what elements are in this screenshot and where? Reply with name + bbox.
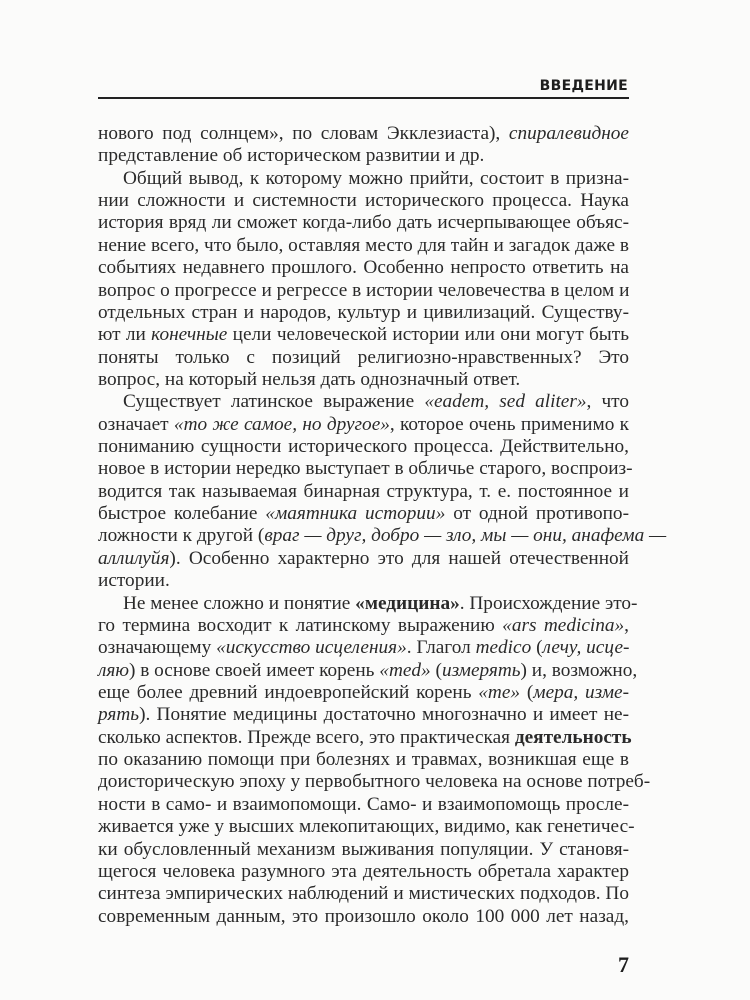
text-run: сколько аспектов. Прежде всего, это практическая [98, 726, 515, 748]
text-line [98, 123, 629, 145]
italic-text: «ars medicina» [502, 614, 625, 636]
text-line [98, 168, 629, 190]
text-run: ). Понятие медицины достаточно многозначно и имеет не- [139, 704, 629, 726]
text-run: по оказанию помощи при болезнях и травмах, возникшая еще в [98, 749, 629, 771]
text-run: ( [531, 637, 543, 659]
text-line [98, 637, 629, 659]
text-run: отдельных стран и народов, культур и цивилизаций. Существу- [98, 301, 629, 323]
text-run: история вряд ли сможет когда-либо дать исчерпывающее объяс- [98, 212, 629, 234]
text-run: нового под солнцем», по словам Экклезиаста), [98, 123, 509, 144]
text-run: ки обусловленный механизм выживания популяции. У становя- [98, 838, 629, 860]
text-run: вопрос, на который нельзя дать однозначный ответ. [98, 368, 521, 390]
italic-text: ляю [98, 659, 129, 681]
text-run: Не менее сложно и понятие [123, 592, 356, 614]
text-run: цели человеческой истории или они могут быть [227, 324, 629, 346]
text-run: ). Особенно характерно это для нашей отечественной [169, 547, 629, 569]
text-run: поняты только с позиций религиозно-нравственных? Это [98, 346, 629, 368]
text-run: , что [586, 391, 629, 413]
text-line [98, 280, 629, 302]
text-run: живается уже у высших млекопитающих, видимо, как генетичес- [98, 816, 635, 838]
text-line [98, 570, 629, 592]
text-line [98, 749, 629, 771]
text-line [98, 145, 629, 167]
text-run: ) в основе своей имеет корень [128, 659, 380, 681]
text-run: событиях недавнего прошлого. Особенно непросто ответить на [98, 257, 629, 279]
text-line [98, 615, 629, 637]
italic-text: мера, изме- [533, 681, 629, 703]
text-run: ) и, возможно, [520, 659, 638, 681]
text-run: представление об историческом развитии и др. [98, 145, 485, 167]
text-line [98, 235, 629, 257]
text-run: синтеза эмпирических наблюдений и мистических подходов. По [98, 883, 629, 905]
text-line [98, 839, 629, 861]
text-line [98, 548, 629, 570]
text-line [98, 436, 629, 458]
text-run: , [624, 614, 629, 636]
running-header-section-title: ВВЕДЕНИЕ [539, 78, 628, 94]
text-line [98, 726, 632, 749]
text-line [98, 682, 629, 704]
text-run: щегося человека разумного эта деятельность обретала характер [98, 860, 629, 882]
text-run: нение всего, что было, оставляя место для тайн и загадок даже в [98, 234, 629, 256]
text-run: новое в истории нередко выступает в обличье старого, воспроиз- [98, 458, 633, 480]
text-run: ности в само- и взаимопомощи. Само- и взаимопомощь просле- [98, 793, 629, 815]
text-line [98, 704, 629, 726]
text-run: , которое очень применимо к [389, 413, 630, 435]
text-line [98, 503, 629, 525]
text-line [98, 771, 651, 793]
italic-text: аллилуйя [98, 547, 170, 569]
italic-text: враг — друг, добро — зло, мы — они, анафема — [264, 525, 667, 547]
text-run: . Глагол [406, 637, 476, 659]
text-run: означает [98, 413, 174, 435]
text-run: Общий вывод, к которому можно прийти, состоит в призна- [123, 167, 629, 189]
italic-text: измерять [441, 659, 521, 681]
text-line [98, 906, 629, 928]
italic-text: «eadem, sed aliter» [424, 391, 587, 413]
italic-text: конечные [151, 324, 228, 346]
text-line [98, 592, 638, 615]
text-run: ( [430, 659, 442, 681]
text-line [98, 861, 629, 883]
italic-text: «искусство исцеления» [216, 637, 407, 659]
text-line [98, 257, 629, 279]
text-line [98, 794, 629, 816]
text-run: ют ли [98, 324, 152, 346]
text-run: быстрое колебание [98, 503, 266, 525]
italic-text: спиралевидное [508, 123, 629, 144]
text-line [98, 190, 629, 212]
text-line [98, 659, 638, 682]
text-run: истории. [98, 570, 170, 592]
italic-text: лечу, исце- [542, 637, 630, 659]
text-run: го термина восходит к латинскому выражению [98, 614, 503, 636]
text-run: Существует латинское выражение [123, 391, 425, 413]
text-run: нии сложности и системности исторического процесса. Наука [98, 190, 629, 212]
text-run: означающему [98, 637, 217, 659]
text-run: пониманию сущности исторического процесса. Действительно, [98, 436, 629, 458]
text-line [98, 481, 629, 503]
text-line [98, 324, 629, 346]
text-run: водится так называемая бинарная структура, т. е. постоянное и [98, 480, 629, 502]
text-line [98, 525, 667, 547]
bold-text: деятельность [514, 726, 632, 748]
text-line [98, 302, 629, 324]
text-run: еще более древний индоевропейский корень [98, 681, 479, 703]
italic-text: рять [98, 704, 140, 726]
text-line [98, 212, 629, 234]
page-body-text [98, 123, 667, 928]
text-run: современным данным, это произошло около 100 000 лет назад, [98, 905, 629, 927]
text-run: ложности к другой ( [98, 525, 265, 547]
text-run: ( [520, 681, 534, 703]
text-line [98, 458, 633, 480]
text-run: доисторическую эпоху у первобытного человека на основе потреб- [98, 771, 651, 793]
italic-text: «med» [379, 659, 431, 681]
text-line [98, 414, 629, 436]
italic-text: «me» [478, 681, 521, 703]
text-line [98, 347, 629, 369]
italic-text: «то же самое, но другое» [173, 413, 390, 435]
text-run: вопрос о прогрессе и регрессе в истории человечества в целом и [98, 279, 630, 301]
text-line [98, 883, 629, 905]
text-run: . Происхождение это- [459, 592, 638, 614]
italic-text: «маятника истории» [265, 503, 446, 525]
text-line [98, 816, 635, 838]
page-number: 7 [618, 952, 629, 977]
header-rule-divider [98, 97, 629, 99]
bold-text: «медицина» [355, 592, 460, 614]
text-line [98, 369, 629, 391]
italic-text: medico [475, 637, 532, 659]
text-run: от одной противопо- [445, 503, 629, 525]
text-line [98, 391, 629, 413]
